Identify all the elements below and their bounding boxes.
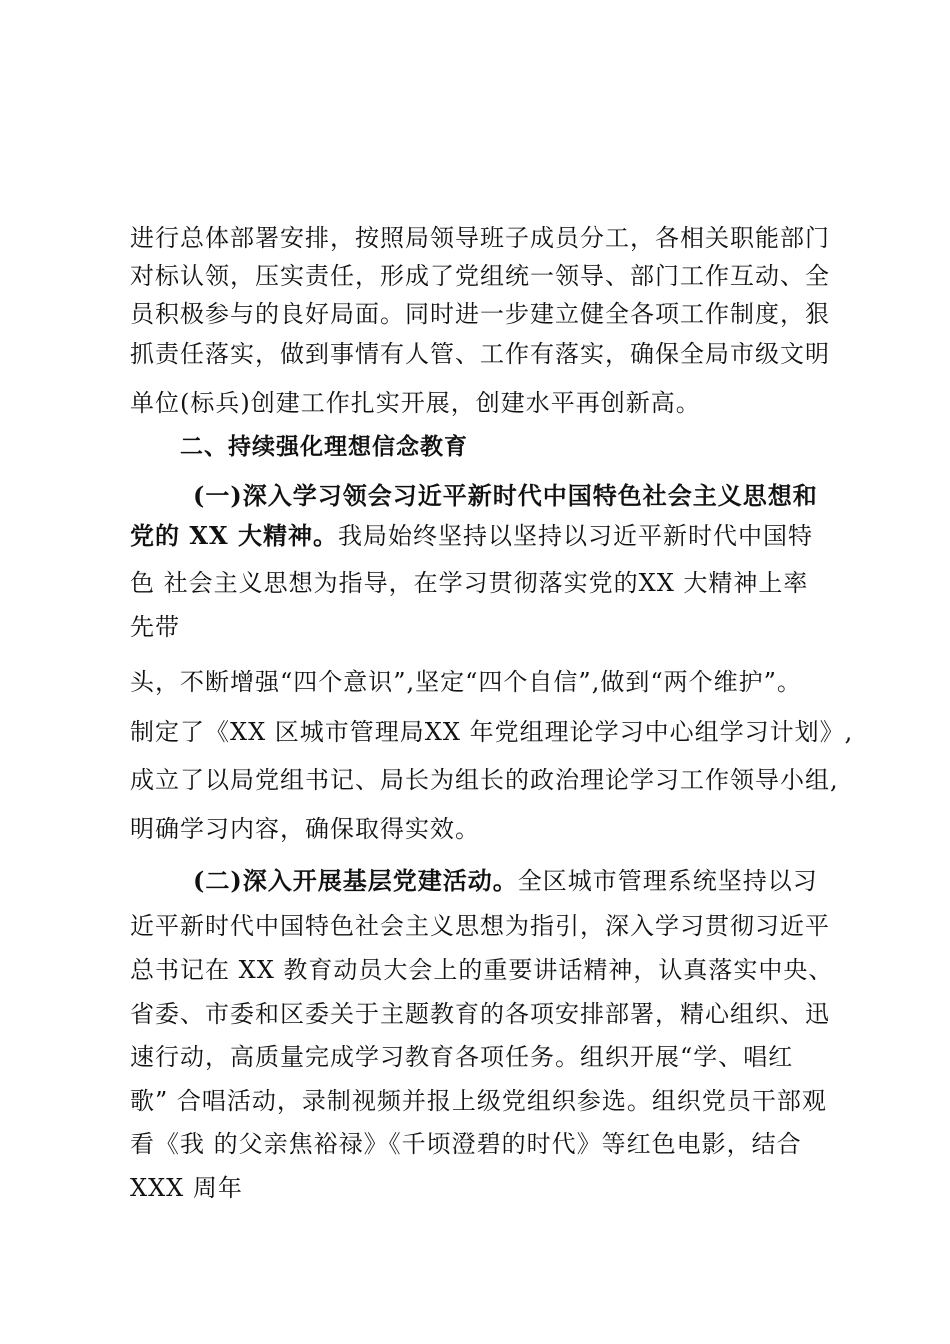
paragraph-line: 省委、市委和区委关于主题教育的各项安排部署，精心组织、迅: [130, 1000, 830, 1028]
paragraph-line: 先带: [130, 613, 180, 641]
paragraph-text: 我局始终坚持以坚持以习近平新时代中国特: [337, 522, 813, 550]
paragraph-line: 头，不断增强“四个意识”,坚定“四个自信”,做到“两个维护”。: [130, 668, 802, 696]
paragraph-line: 歌” 合唱活动，录制视频并报上级党组织参选。组织党员干部观: [130, 1087, 827, 1115]
paragraph-text: 全区城市管理系统坚持以习: [517, 867, 818, 895]
paragraph-line: [193, 866, 818, 896]
paragraph-line: 制定了《XX 区城市管理局XX 年党组理论学习中心组学习计划》,: [130, 718, 854, 746]
paragraph-line: 明确学习内容，确保取得实效。: [130, 815, 480, 843]
paragraph-line: 进行总体部署安排，按照局领导班子成员分工，各相关职能部门: [130, 224, 830, 252]
paragraph-line: 看《我 的父亲焦裕禄》《千顷澄碧的时代》等红色电影，结合: [130, 1130, 802, 1158]
paragraph-line: [130, 521, 813, 551]
subsection-title: (二)深入开展基层党建活动。: [193, 866, 518, 895]
paragraph-line: 员积极参与的良好局面。同时进一步建立健全各项工作制度，狠: [130, 300, 830, 328]
paragraph-line: 成立了以局党组书记、局长为组长的政治理论学习工作领导小组,: [130, 766, 839, 794]
paragraph-line: 对标认领，压实责任，形成了党组统一领导、部门工作互动、全: [130, 262, 830, 290]
subsection-title: (一)深入学习领会习近平新时代中国特色社会主义思想和: [193, 481, 818, 510]
subsection-title-end: 党的 XX 大精神。: [130, 521, 338, 550]
paragraph-line: 速行动，高质量完成学习教育各项任务。组织开展“学、唱红: [130, 1043, 794, 1071]
section-heading: 二、持续强化理想信念教育: [180, 434, 468, 460]
paragraph-line: XXX 周年: [130, 1174, 243, 1202]
paragraph-line: 单位(标兵)创建工作扎实开展，创建水平再创新高。: [130, 389, 701, 417]
paragraph-line: 色 社会主义思想为指导，在学习贯彻落实党的XX 大精神上率: [130, 569, 809, 597]
paragraph-line: 近平新时代中国特色社会主义思想为指引，深入学习贯彻习近平: [130, 912, 830, 940]
paragraph-line: 总书记在 XX 教育动员大会上的重要讲话精神，认真落实中央、: [130, 956, 834, 984]
paragraph-line: 抓责任落实，做到事情有人管、工作有落实，确保全局市级文明: [130, 340, 830, 368]
